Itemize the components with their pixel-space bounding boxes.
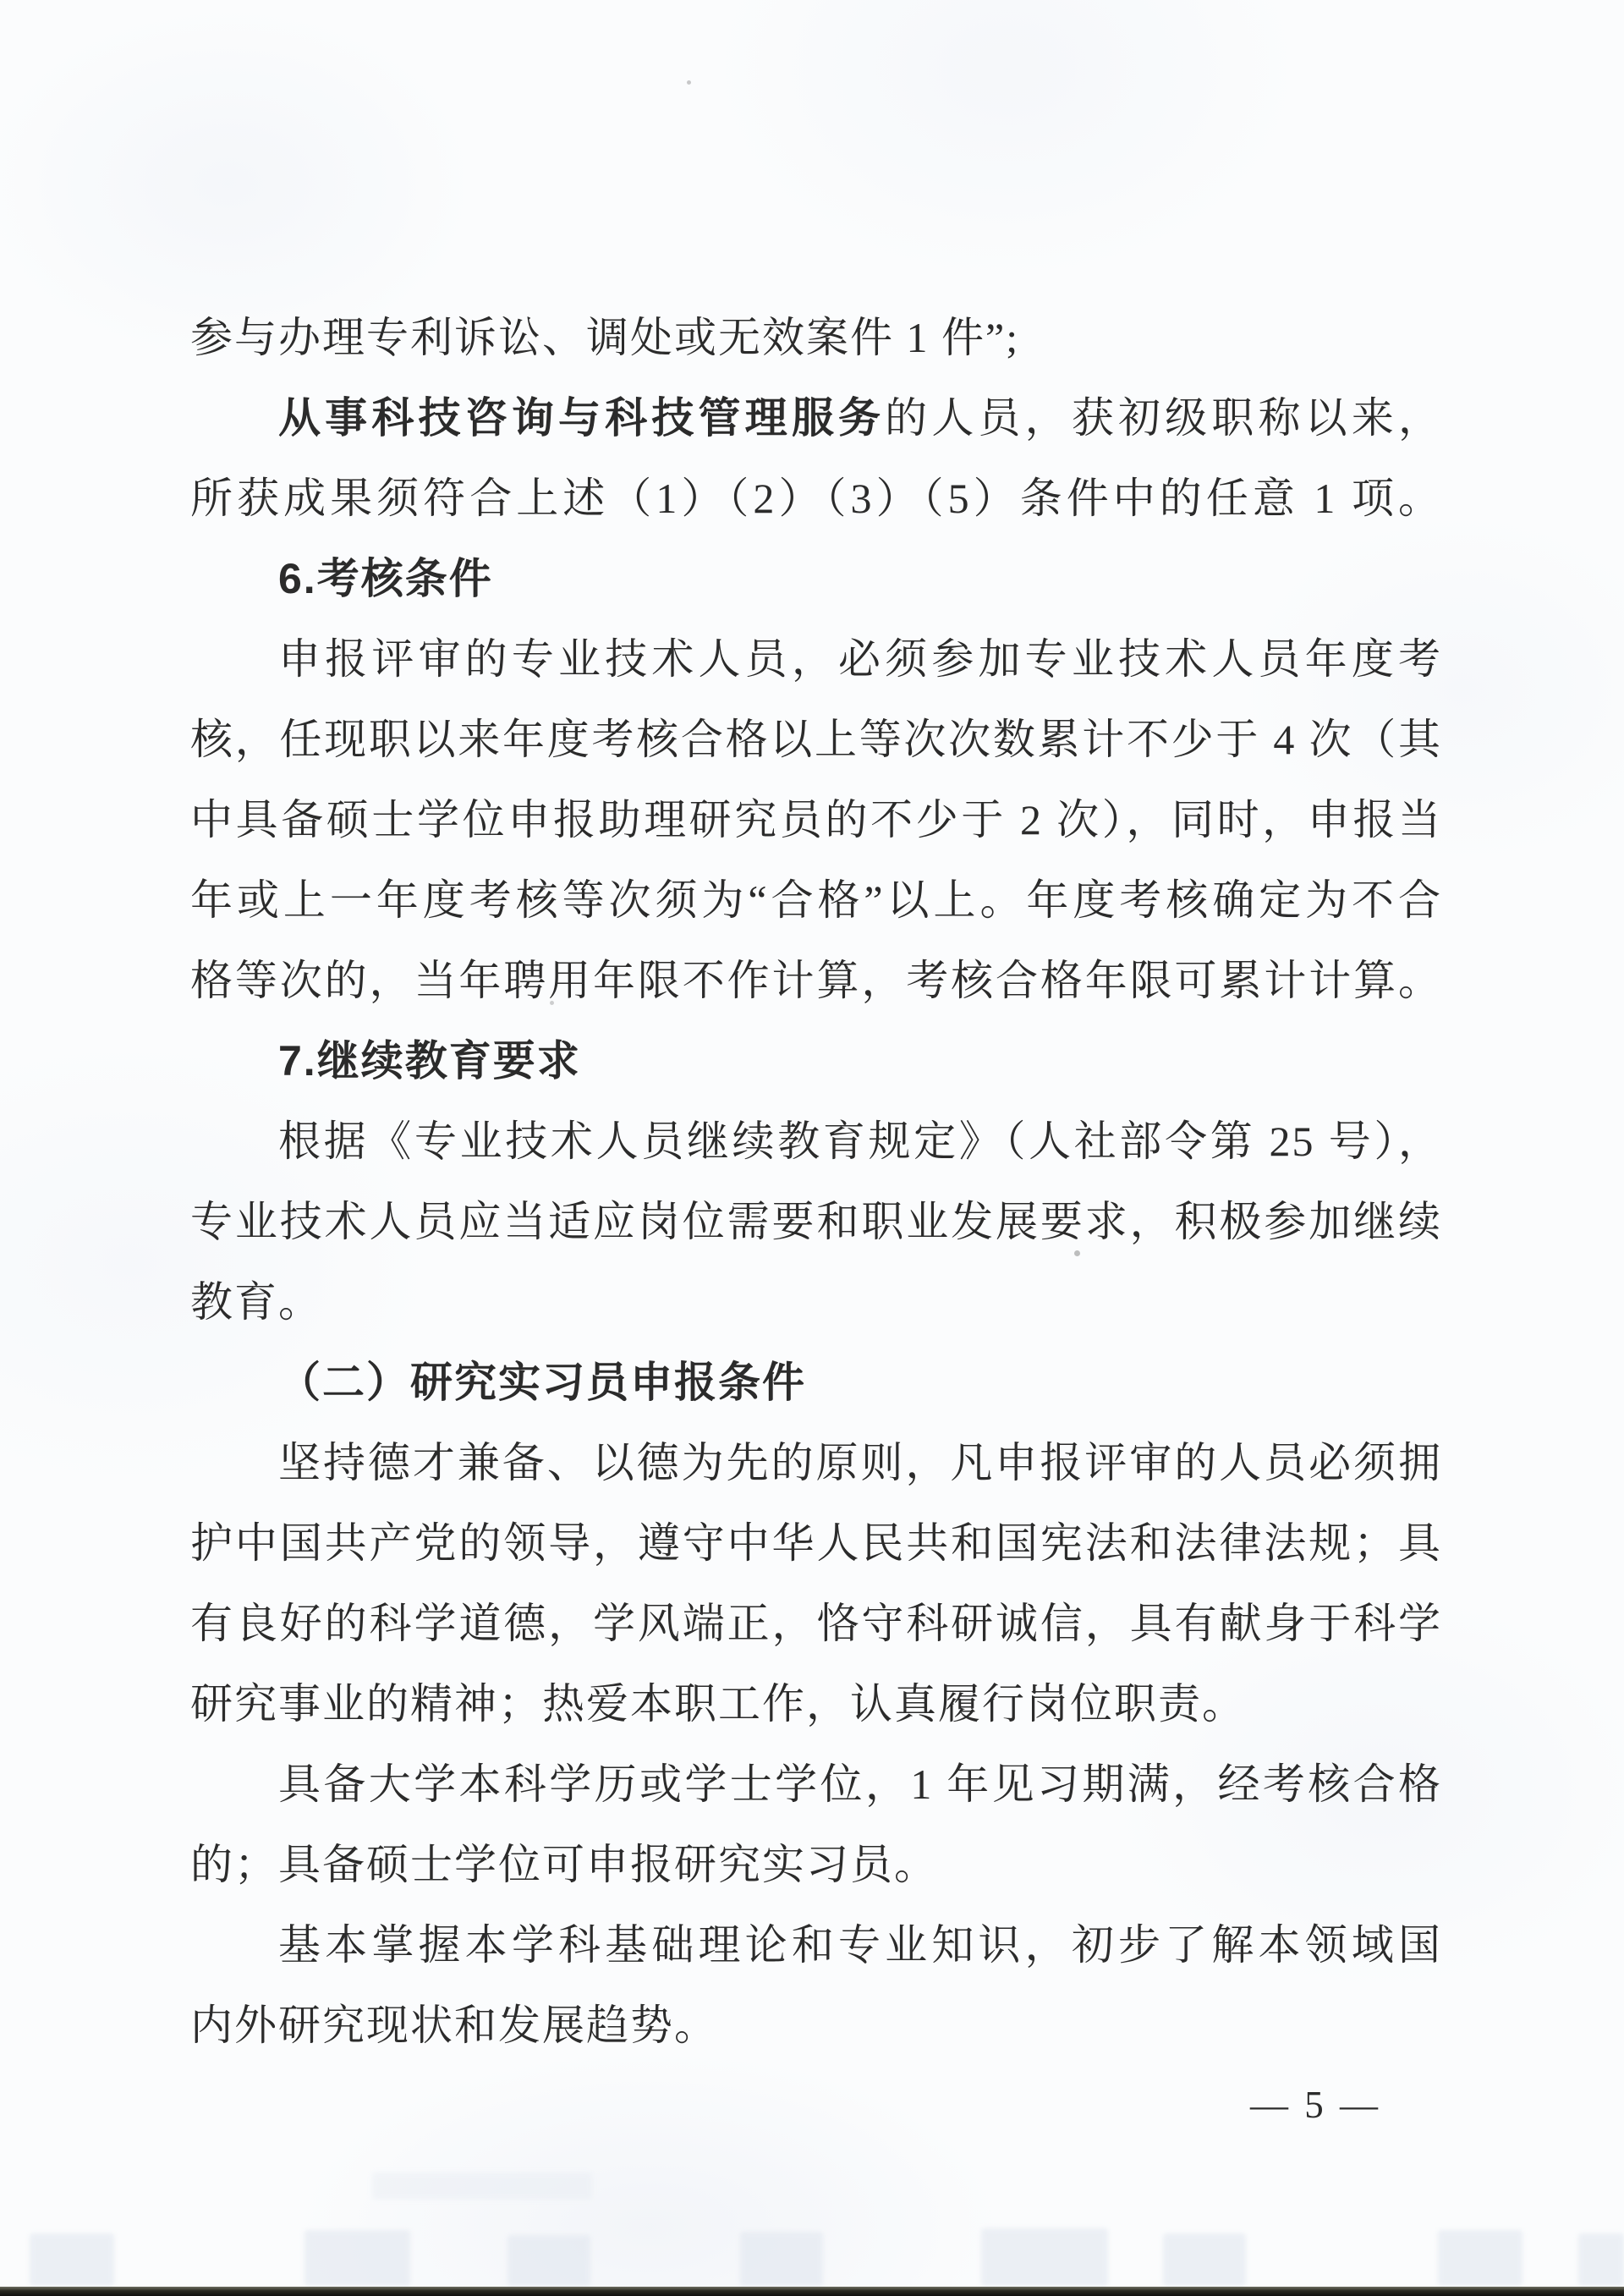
page-number: — 5 — xyxy=(1250,2084,1381,2126)
text-line: 申报评审的专业技术人员，必须参加专业技术人员年度考 xyxy=(278,635,1442,683)
text-line: 格等次的，当年聘用年限不作计算，考核合格年限可累计计算。 xyxy=(190,957,1442,1004)
ink-speck xyxy=(1074,1250,1080,1256)
scan-edge-line xyxy=(0,2287,1624,2296)
heading-line: （二）研究实习员申报条件 xyxy=(278,1359,806,1406)
scan-artifact xyxy=(372,2172,592,2200)
text-line: 基本掌握本学科基础理论和专业知识，初步了解本领域国 xyxy=(278,1921,1442,1969)
text-line: 专业技术人员应当适应岗位需要和职业发展要求，积极参加继续 xyxy=(190,1198,1442,1245)
scan-artifact xyxy=(1438,2230,1522,2286)
text-run: 的人员，获初级职称以来， xyxy=(885,394,1443,442)
scan-artifact xyxy=(1163,2233,1246,2286)
text-line: 所获成果须符合上述（1）（2）（3）（5）条件中的任意 1 项。 xyxy=(190,475,1442,522)
text-line: 的；具备硕士学位可申报研究实习员。 xyxy=(190,1841,938,1888)
text-line: 有良好的科学道德，学风端正，恪守科研诚信，具有献身于科学 xyxy=(190,1600,1442,1647)
text-line: 根据《专业技术人员继续教育规定》（人社部令第 25 号）， xyxy=(278,1118,1442,1165)
document-body xyxy=(190,298,1442,2066)
text-line: 坚持德才兼备、以德为先的原则，凡申报评审的人员必须拥 xyxy=(278,1439,1442,1486)
text-line: 内外研究现状和发展趋势。 xyxy=(190,2002,718,2049)
text-line: 教育。 xyxy=(190,1278,322,1326)
bold-text-run: 从事科技咨询与科技管理服务 xyxy=(278,394,886,442)
scan-artifact xyxy=(30,2233,114,2286)
text-line: 研究事业的精神；热爱本职工作，认真履行岗位职责。 xyxy=(190,1680,1246,1727)
text-line: 参与办理专利诉讼、调处或无效案件 1 件”; xyxy=(190,314,1020,361)
ink-speck xyxy=(687,80,691,85)
text-line: 中具备硕士学位申报助理研究员的不少于 2 次），同时，申报当 xyxy=(190,796,1442,843)
scan-artifact xyxy=(981,2228,1108,2286)
ink-speck xyxy=(550,1001,554,1005)
text-line: 年或上一年度考核等次须为“合格”以上。年度考核确定为不合 xyxy=(190,876,1442,924)
scan-artifact xyxy=(508,2235,590,2286)
heading-line: 6.考核条件 xyxy=(278,555,493,602)
scan-artifact xyxy=(304,2230,410,2286)
text-line: 具备大学本科学历或学士学位，1 年见习期满，经考核合格 xyxy=(278,1760,1442,1808)
text-line xyxy=(190,378,1442,459)
scan-artifact xyxy=(740,2232,823,2286)
heading-line: 7.继续教育要求 xyxy=(278,1037,581,1085)
text-line: 核，任现职以来年度考核合格以上等次次数累计不少于 4 次（其 xyxy=(190,716,1442,763)
text-line: 护中国共产党的领导，遵守中华人民共和国宪法和法律法规；具 xyxy=(190,1519,1442,1567)
scan-artifact xyxy=(1578,2233,1624,2286)
